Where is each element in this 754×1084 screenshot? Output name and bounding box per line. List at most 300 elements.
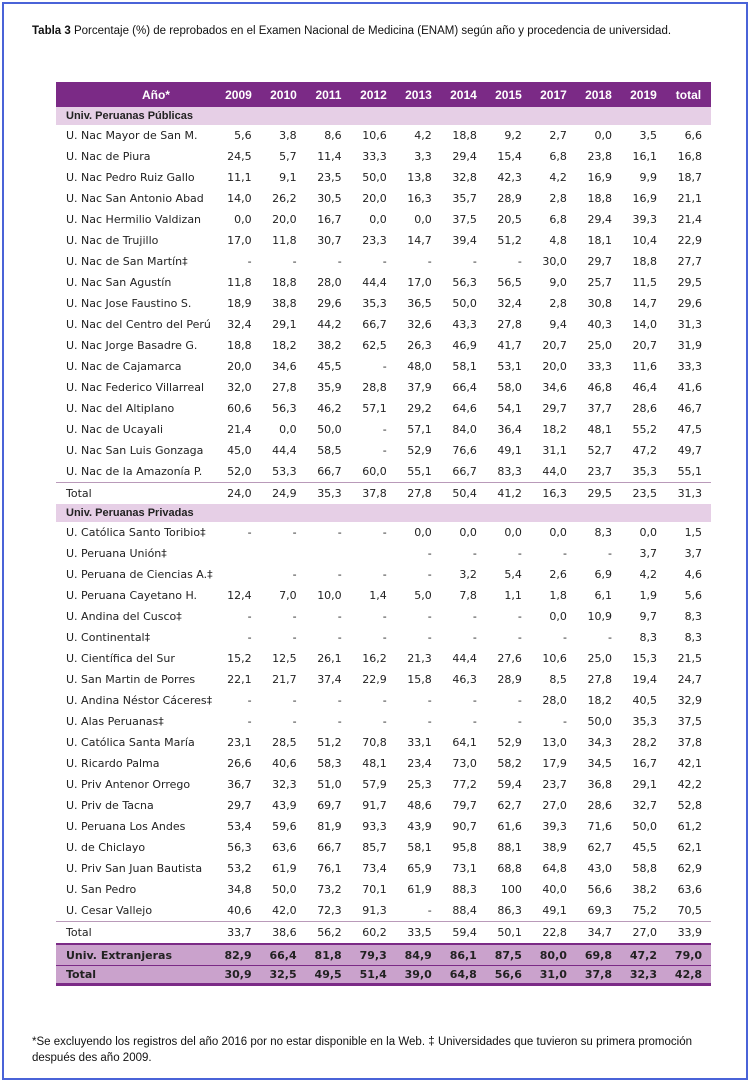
table-cell: 52,9 bbox=[407, 444, 432, 457]
table-cell: 16,9 bbox=[587, 171, 612, 184]
data-table bbox=[56, 82, 711, 986]
row-label: U. Nac de Piura bbox=[66, 150, 151, 163]
table-cell: 50,0 bbox=[272, 883, 297, 896]
table-cell: 29,6 bbox=[677, 297, 703, 310]
table-cell: 16,9 bbox=[632, 192, 658, 205]
table-cell: - bbox=[292, 694, 297, 707]
table-cell: - bbox=[517, 631, 522, 644]
table-cell: 8,6 bbox=[324, 129, 342, 142]
table-cell: 29,1 bbox=[632, 778, 658, 791]
table-cell: 66,7 bbox=[362, 318, 387, 331]
table-cell: 30,5 bbox=[317, 192, 342, 205]
table-cell: 34,8 bbox=[227, 883, 252, 896]
table-cell: 6,9 bbox=[594, 568, 612, 581]
row-label: U. Peruana Cayetano H. bbox=[66, 589, 198, 602]
table-row bbox=[56, 795, 711, 816]
table-cell: 25,3 bbox=[407, 778, 432, 791]
table-cell: 56,5 bbox=[497, 276, 522, 289]
table-cell: 50,1 bbox=[497, 926, 522, 939]
section-header-private bbox=[56, 504, 711, 522]
table-cell: 46,2 bbox=[317, 402, 342, 415]
table-cell: 22,9 bbox=[362, 673, 387, 686]
table-row bbox=[56, 816, 711, 837]
table-cell: 49,1 bbox=[497, 444, 522, 457]
table-cell: - bbox=[382, 631, 387, 644]
table-cell: - bbox=[607, 547, 612, 560]
table-cell: 0,0 bbox=[549, 526, 567, 539]
table-cell: 48,0 bbox=[407, 360, 432, 373]
row-label: U. Peruana Unión‡ bbox=[66, 547, 167, 560]
row-label: U. de Chiclayo bbox=[66, 841, 146, 854]
table-cell: 16,1 bbox=[632, 150, 658, 163]
table-cell: 26,2 bbox=[272, 192, 297, 205]
table-cell: 73,0 bbox=[452, 757, 477, 770]
row-label: U. Católica Santo Toribio‡ bbox=[66, 526, 206, 539]
table-cell: 41,2 bbox=[497, 487, 522, 500]
table-cell: 40,5 bbox=[632, 694, 658, 707]
table-caption bbox=[32, 25, 671, 37]
table-cell: 4,2 bbox=[414, 129, 432, 142]
table-cell: 56,3 bbox=[452, 276, 477, 289]
table-cell: 59,4 bbox=[497, 778, 522, 791]
table-cell: 8,3 bbox=[684, 631, 703, 644]
row-label: U. Nac de Trujillo bbox=[66, 234, 159, 247]
table-cell: 35,7 bbox=[452, 192, 477, 205]
table-cell: 42,8 bbox=[674, 968, 703, 981]
table-cell: 31,0 bbox=[539, 968, 567, 981]
table-cell: 32,4 bbox=[227, 318, 252, 331]
table-cell: - bbox=[472, 631, 477, 644]
table-cell: 47,2 bbox=[629, 948, 658, 962]
public-total-row bbox=[56, 482, 711, 504]
table-cell: 15,3 bbox=[632, 652, 658, 665]
table-row bbox=[56, 543, 711, 564]
table-row bbox=[56, 167, 711, 188]
table-cell: 29,5 bbox=[587, 487, 612, 500]
table-cell: 33,3 bbox=[362, 150, 387, 163]
row-label: U. Continental‡ bbox=[66, 631, 151, 644]
table-cell: 14,0 bbox=[227, 192, 252, 205]
row-label: U. Nac Jose Faustino S. bbox=[66, 297, 192, 310]
table-cell: 28,2 bbox=[632, 736, 658, 749]
table-row bbox=[56, 293, 711, 314]
table-cell: - bbox=[247, 715, 252, 728]
table-cell: - bbox=[517, 610, 522, 623]
table-cell: 68,8 bbox=[497, 862, 522, 875]
table-cell: - bbox=[337, 631, 342, 644]
table-cell: - bbox=[607, 631, 612, 644]
table-cell: 29,7 bbox=[542, 402, 567, 415]
table-cell: 91,7 bbox=[362, 799, 387, 812]
table-cell: 5,4 bbox=[504, 568, 522, 581]
table-cell: 21,3 bbox=[407, 652, 432, 665]
table-cell: - bbox=[337, 255, 342, 268]
table-cell: 70,8 bbox=[362, 736, 387, 749]
table-cell: 53,4 bbox=[227, 820, 252, 833]
table-cell: 55,1 bbox=[407, 465, 432, 478]
table-cell: 46,8 bbox=[587, 381, 612, 394]
table-cell: 37,8 bbox=[584, 968, 612, 981]
table-cell: 21,1 bbox=[677, 192, 703, 205]
table-row bbox=[56, 858, 711, 879]
row-label: U. Nac del Centro del Perú bbox=[66, 318, 211, 331]
row-label: U. Científica del Sur bbox=[66, 652, 175, 665]
table-cell: 58,0 bbox=[497, 381, 522, 394]
table-cell: - bbox=[517, 547, 522, 560]
table-cell: 62,7 bbox=[587, 841, 612, 854]
row-label: U. Nac San Antonio Abad bbox=[66, 192, 204, 205]
table-cell: - bbox=[517, 694, 522, 707]
table-cell: 50,4 bbox=[452, 487, 477, 500]
table-cell: 55,2 bbox=[632, 423, 658, 436]
table-cell: 65,9 bbox=[407, 862, 432, 875]
table-cell: 18,9 bbox=[227, 297, 252, 310]
table-cell: 31,9 bbox=[677, 339, 703, 352]
table-cell: 10,6 bbox=[542, 652, 567, 665]
table-cell: 28,6 bbox=[587, 799, 612, 812]
table-cell: 64,8 bbox=[542, 862, 567, 875]
table-cell: 39,3 bbox=[632, 213, 658, 226]
table-cell: 35,3 bbox=[317, 487, 342, 500]
table-cell: 41,6 bbox=[677, 381, 703, 394]
table-cell: 17,0 bbox=[407, 276, 432, 289]
table-cell: 11,8 bbox=[227, 276, 252, 289]
table-cell: 61,2 bbox=[677, 820, 703, 833]
table-cell: 60,6 bbox=[227, 402, 252, 415]
row-label: U. Priv Antenor Orrego bbox=[66, 778, 191, 791]
table-cell: 25,0 bbox=[587, 652, 612, 665]
table-cell: 66,4 bbox=[269, 948, 297, 962]
row-label: U. Nac Mayor de San M. bbox=[66, 129, 198, 142]
table-cell: - bbox=[382, 360, 387, 373]
table-cell: 2015 bbox=[495, 87, 522, 102]
table-cell: 12,5 bbox=[272, 652, 297, 665]
row-label: U. San Martin de Porres bbox=[66, 673, 196, 686]
table-cell: 18,8 bbox=[272, 276, 297, 289]
table-cell: - bbox=[337, 610, 342, 623]
table-cell: - bbox=[292, 610, 297, 623]
table-cell: 79,7 bbox=[452, 799, 477, 812]
table-row bbox=[56, 522, 711, 543]
table-cell: 28,9 bbox=[497, 192, 522, 205]
table-cell: 51,4 bbox=[359, 968, 387, 981]
table-cell: 51,2 bbox=[317, 736, 342, 749]
table-cell: 43,9 bbox=[272, 799, 297, 812]
footnote: *Se excluyendo los registros del año 2016 por no estar disponible en la Web. ‡ Universidades que tuvieron su primera promoción después des año 2009. bbox=[32, 1036, 692, 1064]
table-row bbox=[56, 440, 711, 461]
table-cell: 21,5 bbox=[677, 652, 703, 665]
table-cell: 42,0 bbox=[272, 904, 297, 917]
table-cell: 64,1 bbox=[452, 736, 477, 749]
table-cell: 18,8 bbox=[632, 255, 658, 268]
table-cell: 62,5 bbox=[362, 339, 387, 352]
table-cell: 58,5 bbox=[317, 444, 342, 457]
table-cell: 66,4 bbox=[452, 381, 477, 394]
table-cell: 45,5 bbox=[317, 360, 342, 373]
table-cell: 32,5 bbox=[269, 968, 297, 981]
table-cell: 40,6 bbox=[227, 904, 252, 917]
row-label: U. Nac de Cajamarca bbox=[66, 360, 182, 373]
section-header-public bbox=[56, 107, 711, 125]
table-cell: 48,1 bbox=[587, 423, 612, 436]
table-cell: 72,3 bbox=[317, 904, 342, 917]
table-cell: 29,4 bbox=[452, 150, 477, 163]
table-cell: 18,8 bbox=[587, 192, 612, 205]
table-cell: 52,9 bbox=[497, 736, 522, 749]
table-row bbox=[56, 335, 711, 356]
row-label: U. Priv de Tacna bbox=[66, 799, 154, 812]
table-cell: 51,0 bbox=[317, 778, 342, 791]
table-cell: 4,6 bbox=[684, 568, 703, 581]
table-cell: 44,2 bbox=[317, 318, 342, 331]
table-cell: 41,7 bbox=[497, 339, 522, 352]
row-label: U. Nac Jorge Basadre G. bbox=[66, 339, 198, 352]
table-row bbox=[56, 461, 711, 482]
table-cell: 8,3 bbox=[684, 610, 703, 623]
table-cell: - bbox=[562, 715, 567, 728]
table-cell: - bbox=[382, 715, 387, 728]
table-row bbox=[56, 753, 711, 774]
table-row bbox=[56, 564, 711, 585]
table-cell: 3,5 bbox=[639, 129, 658, 142]
table-cell: 20,5 bbox=[497, 213, 522, 226]
table-cell: 3,2 bbox=[459, 568, 477, 581]
table-cell: 10,6 bbox=[362, 129, 387, 142]
table-cell: 26,3 bbox=[407, 339, 432, 352]
table-cell: 17,0 bbox=[227, 234, 252, 247]
table-cell: 60,2 bbox=[362, 926, 387, 939]
table-cell: - bbox=[562, 631, 567, 644]
table-cell: 32,7 bbox=[632, 799, 658, 812]
table-cell: 6,1 bbox=[594, 589, 612, 602]
table-cell: 29,5 bbox=[677, 276, 703, 289]
table-cell: 25,7 bbox=[587, 276, 612, 289]
table-cell: 20,0 bbox=[362, 192, 387, 205]
table-cell: - bbox=[292, 568, 297, 581]
table-cell: 33,3 bbox=[587, 360, 612, 373]
table-cell: 59,4 bbox=[452, 926, 477, 939]
table-cell: 8,3 bbox=[639, 631, 658, 644]
table-cell: 64,6 bbox=[452, 402, 477, 415]
table-cell: 4,2 bbox=[549, 171, 567, 184]
table-cell: 66,7 bbox=[317, 841, 342, 854]
table-cell: 18,2 bbox=[542, 423, 567, 436]
table-cell: 37,8 bbox=[362, 487, 387, 500]
row-label: U. Alas Peruanas‡ bbox=[66, 715, 164, 728]
table-cell: 33,9 bbox=[677, 926, 703, 939]
table-cell: 2018 bbox=[585, 87, 612, 102]
table-cell: 43,0 bbox=[587, 862, 612, 875]
row-label: U. Nac San Luis Gonzaga bbox=[66, 444, 204, 457]
table-cell: 57,9 bbox=[362, 778, 387, 791]
table-cell: 3,7 bbox=[639, 547, 658, 560]
table-row bbox=[56, 690, 711, 711]
table-cell: 37,8 bbox=[677, 736, 703, 749]
table-cell: 10,4 bbox=[632, 234, 658, 247]
table-cell: 13,0 bbox=[542, 736, 567, 749]
table-cell: 28,0 bbox=[542, 694, 567, 707]
table-cell: 37,5 bbox=[452, 213, 477, 226]
table-cell: - bbox=[337, 715, 342, 728]
table-cell: 53,3 bbox=[272, 465, 297, 478]
table-cell: - bbox=[382, 610, 387, 623]
row-label: Año* bbox=[141, 87, 170, 102]
table-cell: 1,5 bbox=[684, 526, 703, 539]
table-cell: 24,0 bbox=[227, 487, 252, 500]
row-label: U. Nac del Altiplano bbox=[66, 402, 175, 415]
table-cell: 14,7 bbox=[632, 297, 658, 310]
table-cell: 62,7 bbox=[497, 799, 522, 812]
table-cell: 36,4 bbox=[497, 423, 522, 436]
table-cell: 16,7 bbox=[317, 213, 342, 226]
table-cell: 53,1 bbox=[497, 360, 522, 373]
table-cell: 29,7 bbox=[587, 255, 612, 268]
table-row bbox=[56, 627, 711, 648]
table-cell: 4,8 bbox=[549, 234, 567, 247]
table-cell: 2013 bbox=[405, 87, 432, 102]
table-cell: 18,8 bbox=[227, 339, 252, 352]
table-cell: 20,7 bbox=[632, 339, 658, 352]
table-cell: 2009 bbox=[225, 87, 252, 102]
table-cell: 75,2 bbox=[632, 904, 658, 917]
table-cell: 15,8 bbox=[407, 673, 432, 686]
table-cell: 56,6 bbox=[494, 968, 522, 981]
table-cell: 69,8 bbox=[584, 948, 612, 962]
table-cell: 3,7 bbox=[684, 547, 703, 560]
table-cell: 16,3 bbox=[407, 192, 432, 205]
table-cell: - bbox=[247, 610, 252, 623]
table-cell: 76,6 bbox=[452, 444, 477, 457]
table-cell: 32,3 bbox=[272, 778, 297, 791]
table-cell: 71,6 bbox=[587, 820, 612, 833]
table-cell: 29,6 bbox=[317, 297, 342, 310]
table-cell: 56,3 bbox=[227, 841, 252, 854]
table-cell: 19,4 bbox=[632, 673, 658, 686]
table-cell: 55,1 bbox=[677, 465, 703, 478]
table-cell: 45,0 bbox=[227, 444, 252, 457]
table-cell: 18,2 bbox=[272, 339, 297, 352]
row-label: U. Católica Santa María bbox=[66, 736, 195, 749]
table-cell: 37,9 bbox=[407, 381, 432, 394]
table-cell: - bbox=[292, 255, 297, 268]
table-row bbox=[56, 272, 711, 293]
table-cell: - bbox=[382, 255, 387, 268]
table-row bbox=[56, 774, 711, 795]
table-cell: 46,4 bbox=[632, 381, 658, 394]
table-row bbox=[56, 879, 711, 900]
table-cell: - bbox=[427, 631, 432, 644]
table-cell: 58,8 bbox=[632, 862, 658, 875]
table-cell: 28,8 bbox=[362, 381, 387, 394]
table-cell: - bbox=[292, 715, 297, 728]
table-cell: 32,8 bbox=[452, 171, 477, 184]
table-cell: 23,7 bbox=[542, 778, 567, 791]
table-cell: 12,4 bbox=[227, 589, 252, 602]
table-cell: 83,3 bbox=[497, 465, 522, 478]
table-cell: 57,1 bbox=[407, 423, 432, 436]
table-cell: 0,0 bbox=[234, 213, 252, 226]
table-cell: 10,0 bbox=[317, 589, 342, 602]
table-header bbox=[56, 82, 711, 107]
row-label: U. Nac de San Martín‡ bbox=[66, 255, 188, 268]
table-cell: 26,1 bbox=[317, 652, 342, 665]
table-cell: 49,1 bbox=[542, 904, 567, 917]
table-cell: 66,7 bbox=[452, 465, 477, 478]
table-cell: 27,8 bbox=[587, 673, 612, 686]
table-cell: 60,0 bbox=[362, 465, 387, 478]
table-cell: 34,6 bbox=[542, 381, 567, 394]
table-row bbox=[56, 732, 711, 753]
table-cell: 88,1 bbox=[497, 841, 522, 854]
table-cell: 44,4 bbox=[362, 276, 387, 289]
table-cell: 31,3 bbox=[677, 487, 703, 500]
table-cell: 43,3 bbox=[452, 318, 477, 331]
table-cell: 22,1 bbox=[227, 673, 252, 686]
row-label: U. Priv San Juan Bautista bbox=[66, 862, 203, 875]
row-label: U. Nac de Ucayali bbox=[66, 423, 164, 436]
table-cell: 0,0 bbox=[459, 526, 477, 539]
row-label: U. Cesar Vallejo bbox=[66, 904, 153, 917]
row-label: U. San Pedro bbox=[66, 883, 137, 896]
table-cell: 48,1 bbox=[362, 757, 387, 770]
table-cell: 23,7 bbox=[587, 465, 612, 478]
table-cell: 80,0 bbox=[539, 948, 567, 962]
table-cell: - bbox=[382, 444, 387, 457]
table-cell: 30,0 bbox=[542, 255, 567, 268]
table-cell: 29,4 bbox=[587, 213, 612, 226]
table-row bbox=[56, 585, 711, 606]
table-cell: 38,2 bbox=[317, 339, 342, 352]
table-cell: 14,7 bbox=[407, 234, 432, 247]
table-cell: 50,0 bbox=[362, 171, 387, 184]
table-cell: 9,0 bbox=[549, 276, 567, 289]
table-cell: - bbox=[472, 547, 477, 560]
row-label: Total bbox=[66, 926, 92, 939]
table-cell: 2014 bbox=[450, 87, 477, 102]
table-cell: 62,1 bbox=[677, 841, 703, 854]
table-cell: 44,4 bbox=[272, 444, 297, 457]
table-cell: 77,2 bbox=[452, 778, 477, 791]
table-cell: 9,4 bbox=[549, 318, 567, 331]
table-cell: 52,8 bbox=[677, 799, 703, 812]
table-cell: 33,3 bbox=[677, 360, 703, 373]
row-label: U. Nac San Agustín bbox=[66, 276, 172, 289]
table-cell: 64,8 bbox=[449, 968, 477, 981]
table-cell: 20,7 bbox=[542, 339, 567, 352]
table-cell: 20,0 bbox=[227, 360, 252, 373]
table-cell: 31,1 bbox=[542, 444, 567, 457]
row-label: U. Nac Pedro Ruiz Gallo bbox=[66, 171, 195, 184]
table-cell: 37,7 bbox=[587, 402, 612, 415]
table-cell: 48,6 bbox=[407, 799, 432, 812]
table-cell: 53,2 bbox=[227, 862, 252, 875]
table-cell: 5,6 bbox=[684, 589, 703, 602]
table-cell: 23,1 bbox=[227, 736, 252, 749]
table-cell: - bbox=[337, 694, 342, 707]
table-cell: 84,9 bbox=[404, 948, 432, 962]
table-cell: - bbox=[382, 694, 387, 707]
table-cell: 58,1 bbox=[407, 841, 432, 854]
table-cell: 23,5 bbox=[317, 171, 342, 184]
table-cell: 40,6 bbox=[272, 757, 297, 770]
table-cell: 16,7 bbox=[632, 757, 658, 770]
table-cell: 86,3 bbox=[497, 904, 522, 917]
table-cell: 49,5 bbox=[314, 968, 342, 981]
table-cell: 20,0 bbox=[542, 360, 567, 373]
caption-label: Tabla 3 bbox=[32, 25, 71, 37]
table-cell: 20,0 bbox=[272, 213, 297, 226]
table-cell: 50,0 bbox=[452, 297, 477, 310]
